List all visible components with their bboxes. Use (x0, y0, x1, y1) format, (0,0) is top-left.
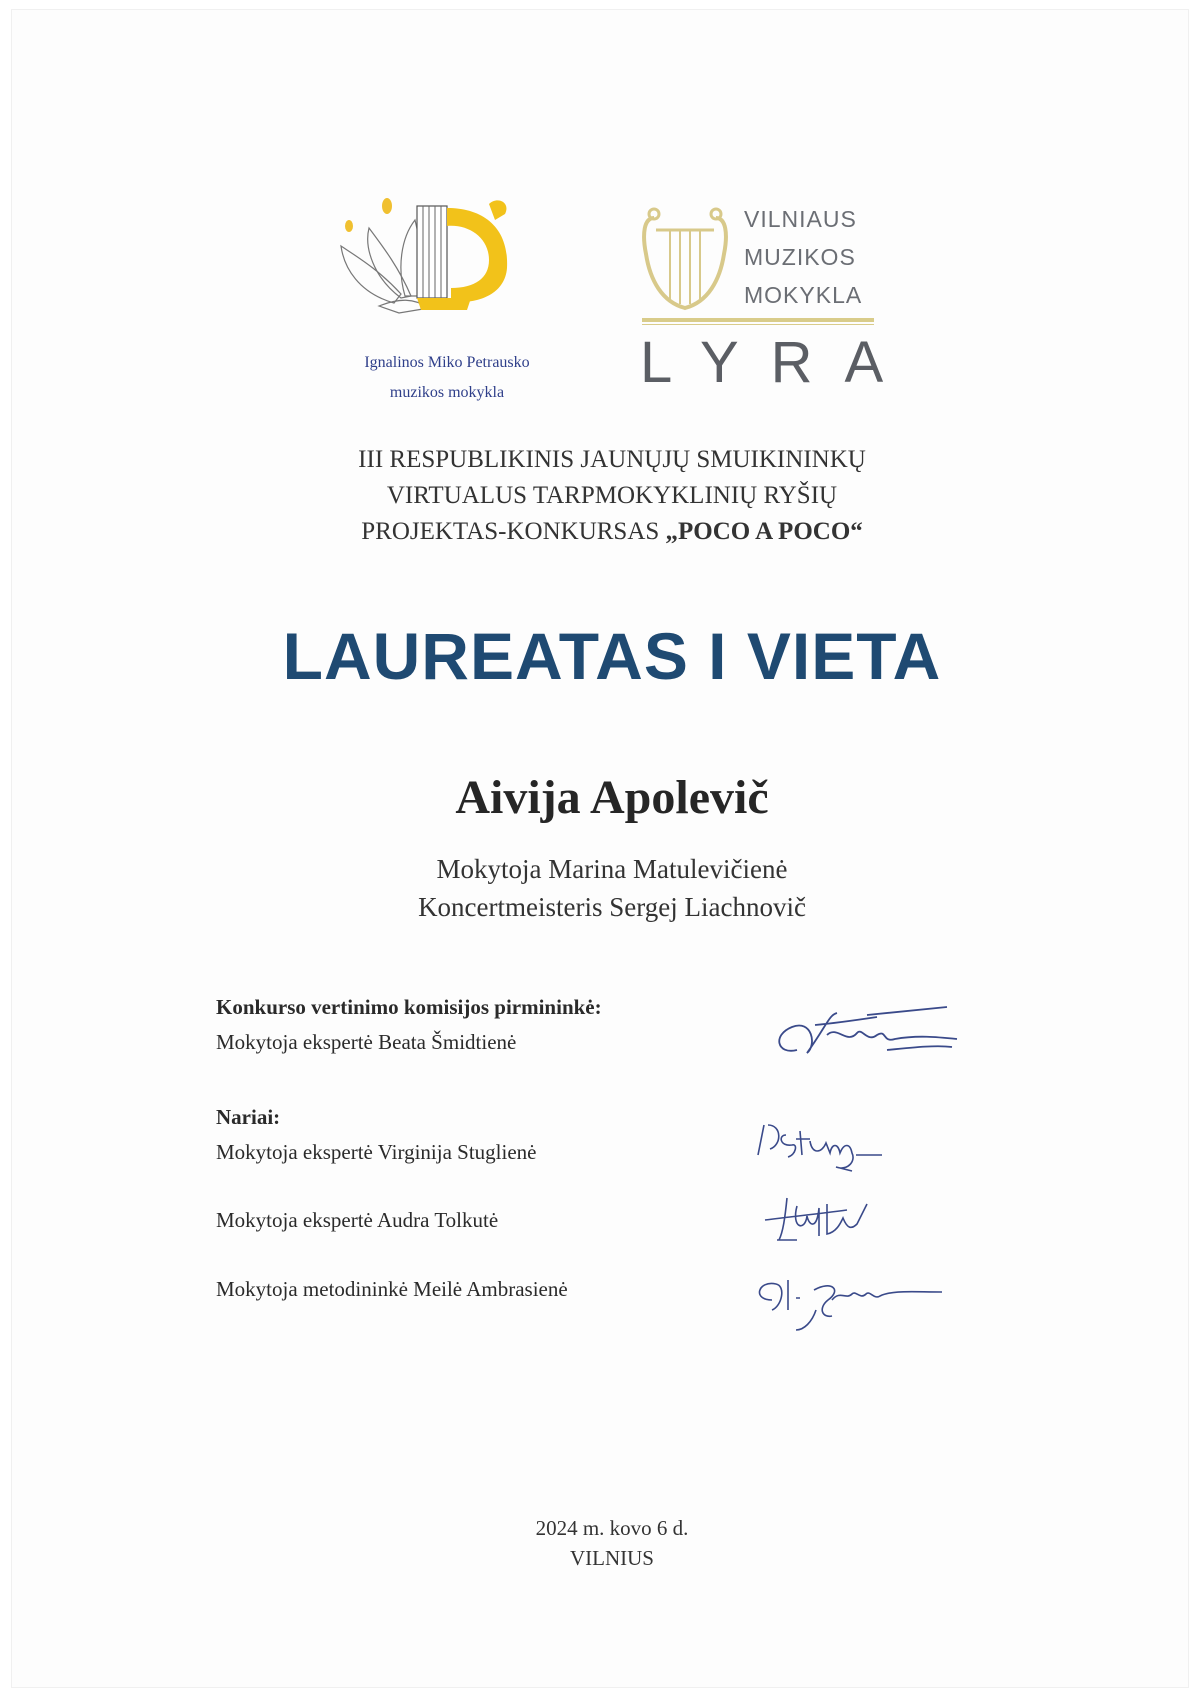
ignalina-school-name-line2: muzikos mokykla (389, 384, 505, 401)
member-signature-2 (757, 1188, 897, 1248)
event-title-line2: VIRTUALUS TARPMOKYKLINIŲ RYŠIŲ (386, 482, 838, 509)
jury-members-heading: Nariai: (216, 1105, 281, 1129)
certificate-sheet (12, 10, 1188, 1687)
jury-chair-heading: Konkurso vertinimo komisijos pirmininkė: (216, 995, 602, 1019)
event-name: „POCO A POCO“ (665, 518, 863, 545)
ignalina-school-logo (327, 198, 567, 401)
issue-info (12, 1513, 1200, 1573)
event-title (12, 442, 1200, 550)
teacher-name: Mokytoja Marina Matulevičienė (436, 854, 788, 884)
event-title-line1: III RESPUBLIKINIS JAUNŲJŲ SMUIKININKŲ (358, 446, 866, 473)
chair-signature (767, 995, 967, 1065)
jury-member-1: Mokytoja ekspertė Virginija Stuglienė (216, 1140, 537, 1164)
member-signature-1 (752, 1115, 932, 1185)
lyra-logo-word-1: VILNIAUS (744, 206, 857, 232)
accompanist-name: Koncertmeisteris Sergej Liachnovič (418, 892, 806, 922)
golden-lyre-icon (640, 204, 730, 316)
award-title: LAUREATAS I VIETA (282, 619, 942, 693)
recipient-teachers (12, 850, 1200, 926)
issue-date: 2024 m. kovo 6 d. (535, 1516, 689, 1540)
recipient-name: Aivija Apolevič (455, 771, 769, 824)
member-signature-3 (752, 1260, 952, 1340)
issue-city: VILNIUS (570, 1546, 654, 1570)
event-title-line3 (12, 514, 1200, 550)
event-title-prefix: PROJEKTAS-KONKURSAS (361, 518, 666, 545)
lyra-logo-rule-thin (642, 324, 874, 325)
lyra-logo-word-2: MUZIKOS (744, 244, 856, 270)
lyra-logo-word-3: MOKYKLA (744, 282, 863, 308)
lyre-lotus-logo-icon (339, 198, 539, 318)
lyra-logo-rule (642, 318, 874, 322)
jury-member-3: Mokytoja metodininkė Meilė Ambrasienė (216, 1277, 568, 1301)
ignalina-school-name-line1: Ignalinos Miko Petrausko (364, 354, 530, 371)
jury-chair-name: Mokytoja ekspertė Beata Šmidtienė (216, 1030, 517, 1054)
jury-member-2: Mokytoja ekspertė Audra Tolkutė (216, 1208, 499, 1232)
vilnius-lyra-logo (640, 200, 916, 400)
lyra-brand-name: LYRA (640, 330, 916, 395)
